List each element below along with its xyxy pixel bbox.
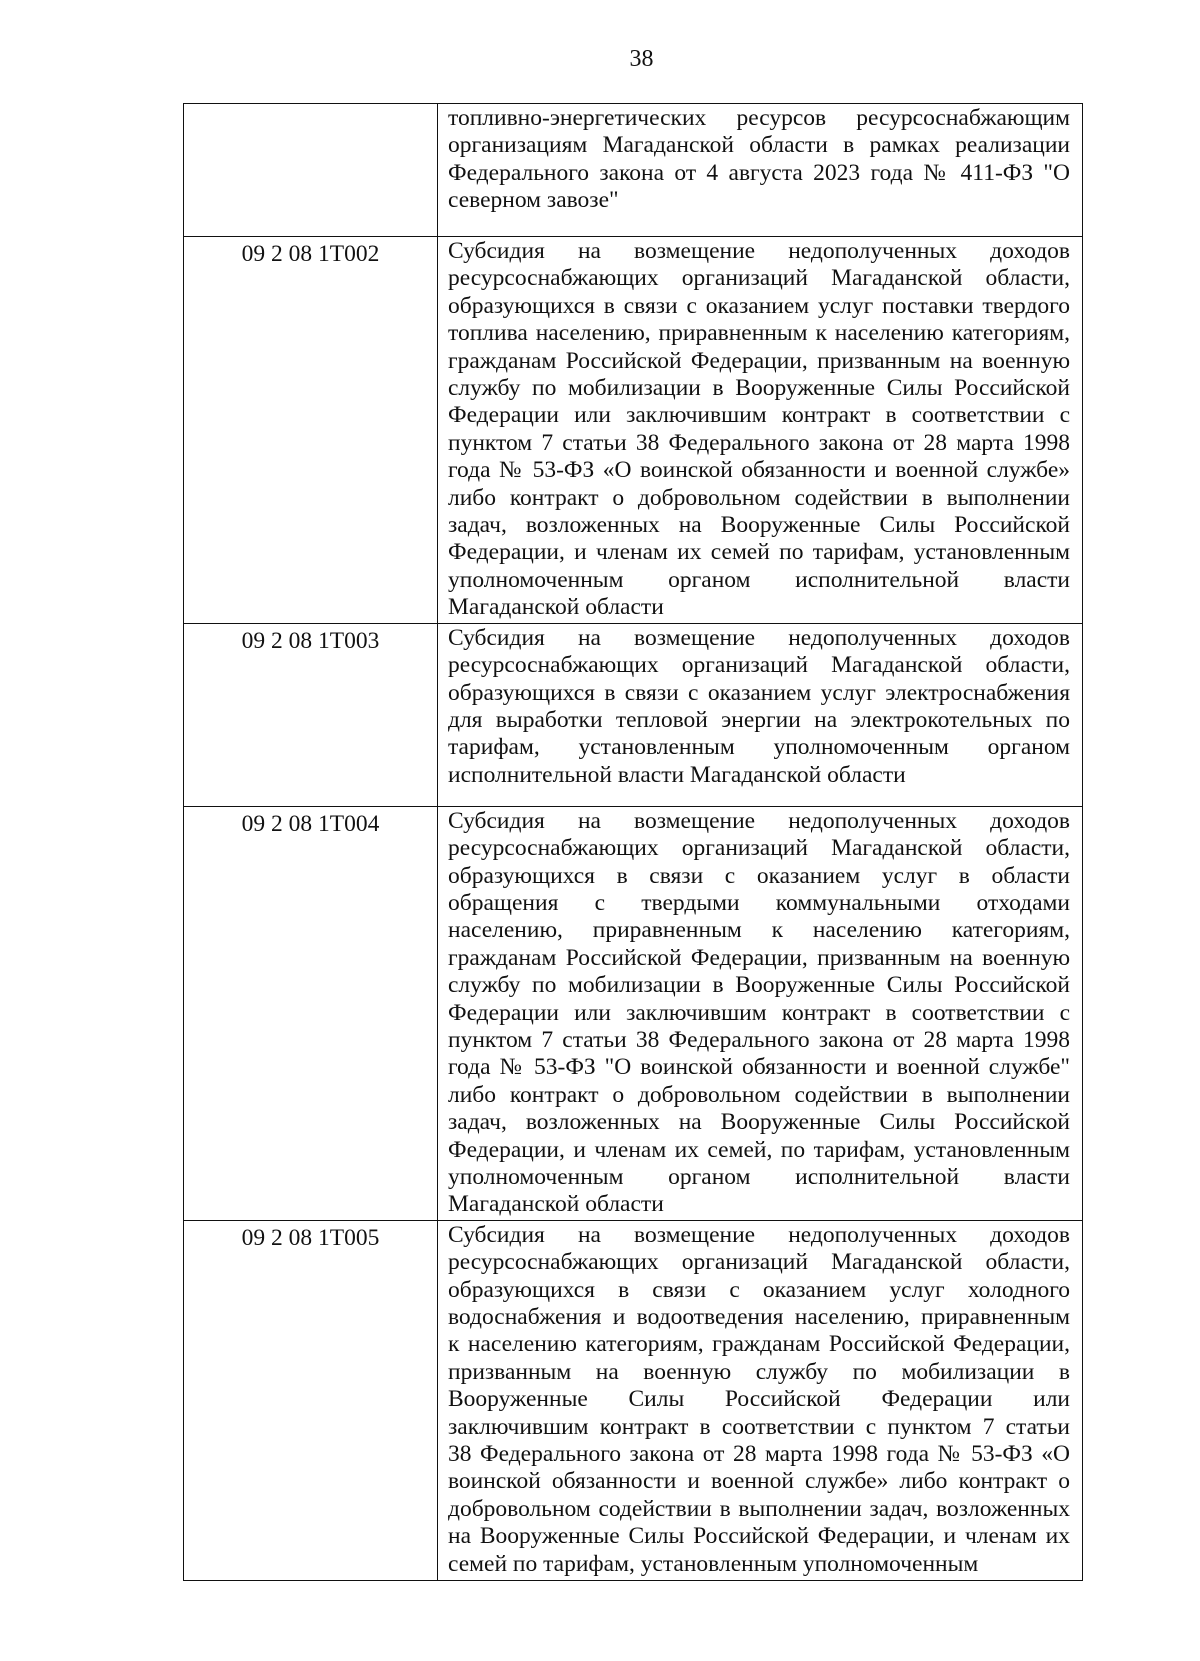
description-line: образующихся в связи с оказанием услуг поставки твердого bbox=[448, 292, 1070, 319]
description-line: 38 Федерального закона от 28 марта 1998 года № 53-ФЗ «О bbox=[448, 1441, 1070, 1468]
description-line: на Вооруженные Силы Российской Федерации, и членам их bbox=[448, 1523, 1070, 1550]
description-line: воинской обязанности и военной службе» либо контракт о bbox=[448, 1468, 1070, 1495]
table-row bbox=[184, 806, 1083, 1220]
expense-description bbox=[438, 1220, 1083, 1580]
description-line: семей по тарифам, установленным уполномоченным bbox=[448, 1550, 979, 1577]
description-line: населению, приравненным к населению категориям, bbox=[448, 917, 1070, 944]
description-line: образующихся в связи с оказанием услуг в области bbox=[448, 862, 1070, 889]
description-line: топливно-энергетических ресурсов ресурсоснабжающим bbox=[448, 105, 1070, 131]
table-row bbox=[184, 623, 1083, 806]
description-line: обращения с твердыми коммунальными отходами bbox=[448, 889, 1070, 916]
description-line: Вооруженные Силы Российской Федерации или bbox=[448, 1386, 1070, 1413]
description-line: Субсидия на возмещение недополученных доходов bbox=[448, 807, 1070, 834]
description-line: уполномоченным органом исполнительной власти bbox=[448, 566, 1070, 593]
description-line: ресурсоснабжающих организаций Магаданской области, bbox=[448, 835, 1070, 862]
description-line: Федерации, и членам их семей по тарифам, установленным bbox=[448, 539, 1070, 566]
table-body bbox=[184, 104, 1083, 1581]
description-line: гражданам Российской Федерации, призванным на военную bbox=[448, 944, 1070, 971]
classification-code: 09 2 08 1Т002 bbox=[184, 237, 438, 624]
description-line: заключившим контракт в соответствии с пунктом 7 статьи bbox=[448, 1413, 1070, 1440]
description-line: к населению категориям, гражданам Российской Федерации, bbox=[448, 1331, 1070, 1358]
description-line: пунктом 7 статьи 38 Федерального закона от 28 марта 1998 bbox=[448, 1026, 1070, 1053]
description-line: образующихся в связи с оказанием услуг электроснабжения bbox=[448, 679, 1070, 706]
description-line: пунктом 7 статьи 38 Федерального закона от 28 марта 1998 bbox=[448, 429, 1070, 456]
description-line: Субсидия на возмещение недополученных доходов bbox=[448, 1221, 1070, 1248]
description-line: топлива населению, приравненным к населению категориям, bbox=[448, 320, 1070, 347]
description-line: Субсидия на возмещение недополученных доходов bbox=[448, 238, 1070, 264]
description-line: года № 53-ФЗ "О воинской обязанности и военной службе" bbox=[448, 1054, 1070, 1081]
description-line: Магаданской области bbox=[448, 594, 664, 621]
table-row bbox=[184, 104, 1083, 237]
classification-code: 09 2 08 1Т005 bbox=[184, 1220, 438, 1580]
description-line: Федерации, и членам их семей, по тарифам, установленным bbox=[448, 1136, 1070, 1163]
description-line: либо контракт о добровольном содействии в выполнении bbox=[448, 1081, 1070, 1108]
description-line: ресурсоснабжающих организаций Магаданской области, bbox=[448, 265, 1070, 292]
description-line: ресурсоснабжающих организаций Магаданской области, bbox=[448, 1249, 1070, 1276]
classification-code bbox=[184, 104, 438, 237]
description-line: Федерации или заключившим контракт в соответствии с bbox=[448, 402, 1070, 429]
description-line: северном завозе" bbox=[448, 187, 619, 214]
description-line: гражданам Российской Федерации, призванным на военную bbox=[448, 347, 1070, 374]
description-line: организациям Магаданской области в рамках реализации bbox=[448, 132, 1070, 159]
description-line: Субсидия на возмещение недополученных доходов bbox=[448, 624, 1070, 651]
page-number: 38 bbox=[629, 46, 654, 72]
description-line: водоснабжения и водоотведения населению, приравненным bbox=[448, 1304, 1070, 1330]
description-line: задач, возложенных на Вооруженные Силы Российской bbox=[448, 1109, 1070, 1136]
description-line: службу по мобилизации в Вооруженные Силы Российской bbox=[448, 972, 1070, 999]
description-line: задач, возложенных на Вооруженные Силы Российской bbox=[448, 512, 1070, 539]
description-line: Федерального закона от 4 августа 2023 года № 411-ФЗ "О bbox=[448, 159, 1070, 186]
description-line: службу по мобилизации в Вооруженные Силы Российской bbox=[448, 375, 1070, 402]
description-line: либо контракт о добровольном содействии в выполнении bbox=[448, 484, 1070, 511]
description-line: уполномоченным органом исполнительной власти bbox=[448, 1163, 1070, 1190]
description-line: образующихся в связи с оказанием услуг холодного bbox=[448, 1276, 1070, 1303]
description-line: исполнительной власти Магаданской области bbox=[448, 761, 906, 788]
expense-description bbox=[438, 623, 1083, 806]
expense-description bbox=[438, 237, 1083, 624]
description-line: Магаданской области bbox=[448, 1191, 664, 1218]
classification-code: 09 2 08 1Т004 bbox=[184, 806, 438, 1220]
description-line: ресурсоснабжающих организаций Магаданской области, bbox=[448, 652, 1070, 679]
description-line: призванным на военную службу по мобилизации в bbox=[448, 1358, 1070, 1385]
description-line: добровольном содействии в выполнении задач, возложенных bbox=[448, 1495, 1070, 1522]
table-row bbox=[184, 237, 1083, 624]
description-line: Федерации или заключившим контракт в соответствии с bbox=[448, 999, 1070, 1026]
classification-code: 09 2 08 1Т003 bbox=[184, 623, 438, 806]
expense-description bbox=[438, 806, 1083, 1220]
description-line: тарифам, установленным уполномоченным органом bbox=[448, 734, 1070, 761]
budget-classification-table bbox=[183, 103, 1083, 1581]
table-row bbox=[184, 1220, 1083, 1580]
description-line: года № 53-ФЗ «О воинской обязанности и военной службе» bbox=[448, 457, 1070, 484]
description-line: для выработки тепловой энергии на электрокотельных по bbox=[448, 706, 1070, 733]
expense-description bbox=[438, 104, 1083, 237]
